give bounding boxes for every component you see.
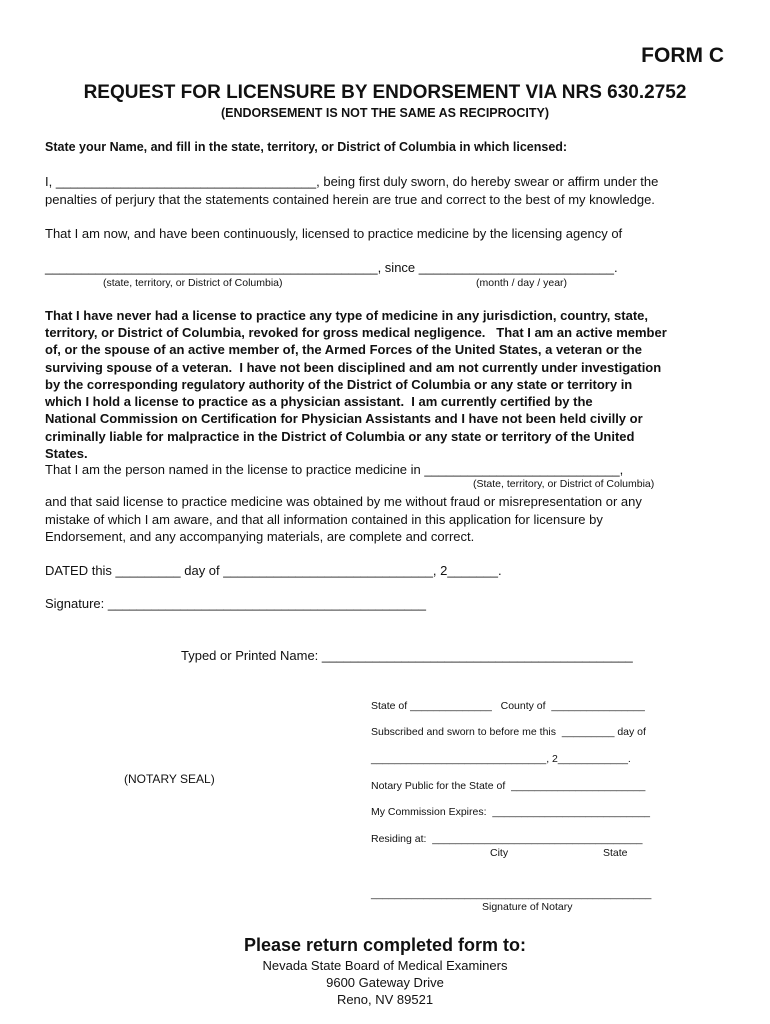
notary-signature-caption: Signature of Notary [482,901,573,913]
oath-line-2: penalties of perjury that the statements contained herein are true and correct to the best of my knowledge. [45,192,655,207]
declaration-line: surviving spouse of a veteran. I have not been disciplined and am not currently under investigation [45,360,662,375]
obtained-line: mistake of which I am aware, and that all information contained in this application for licensure by [45,512,603,527]
notary-seal: (NOTARY SEAL) [124,772,215,786]
oath-line-1: I, ____________________________________, being first duly sworn, do hereby swear or affirm under the [45,174,659,189]
board-name: Nevada State Board of Medical Examiners [262,958,508,973]
notary-signature-line: ________________________________________________ [371,888,652,900]
licensed-line: That I am now, and have been continuously, licensed to practice medicine by the licensing agency of [45,226,623,241]
declaration-line: National Commission on Certification for Physician Assistants and I have not been held civilly or [45,411,643,426]
name-instruction: State your Name, and fill in the state, territory, or District of Columbia in which licensed: [45,140,568,154]
notary-residing: Residing at: ____________________________________ [371,833,643,845]
date-caption: (month / day / year) [476,277,568,289]
board-street: 9600 Gateway Drive [326,975,444,990]
form-subtitle: (ENDORSEMENT IS NOT THE SAME AS RECIPROCITY) [220,106,550,120]
notary-public-for: Notary Public for the State of _______________________ [371,780,646,792]
declaration-line: criminally liable for malpractice in the District of Columbia or any state or territory of the United [45,429,635,444]
declaration-line: which I hold a license to practice as a physician assistant. I am currently certified by the [45,394,593,409]
notary-commission: My Commission Expires: ___________________________ [371,806,651,818]
board-city: Reno, NV 89521 [336,992,434,1007]
dated-line: DATED this _________ day of _____________________________, 2_______. [45,563,502,578]
state-since-line: ______________________________________________, since ___________________________. [45,260,618,275]
return-form-title: Please return completed form to: [243,935,527,955]
declaration-line: That I have never had a license to practice any type of medicine in any jurisdiction, country, state, [45,308,648,323]
named-license-line: That I am the person named in the license to practice medicine in ___________________________, [45,462,624,477]
notary-subscribed: Subscribed and sworn to before me this _________ day of [371,726,646,738]
named-license-caption: (State, territory, or District of Columbia) [473,478,655,490]
form-title: REQUEST FOR LICENSURE BY ENDORSEMENT VIA NRS 630.2752 [83,82,687,103]
state-caption: (state, territory, or District of Columbia) [103,277,283,289]
form-label: FORM C [641,44,724,67]
obtained-line: and that said license to practice medicine was obtained by me without fraud or misrepresentation or any [45,494,642,509]
declaration-line: territory, or District of Columbia, revoked for gross medical negligence. That I am an active member [45,325,667,340]
obtained-line: Endorsement, and any accompanying materials, are complete and correct. [45,529,475,544]
printed-name-line: Typed or Printed Name: ___________________________________________ [181,648,633,663]
declaration-line: of, or the spouse of an active member of, the Armed Forces of the United States, a veteran or the [45,342,642,357]
declaration-line: States. [45,446,88,461]
notary-city-caption: City [490,847,509,859]
notary-date-line: ______________________________, 2____________. [371,753,631,765]
notary-state-county: State of ______________ County of ________________ [371,700,645,712]
signature-line: Signature: ____________________________________________ [45,596,426,611]
declaration-line: by the corresponding regulatory authority of the District of Columbia or any state or territory in [45,377,633,392]
notary-state-caption: State [603,847,628,859]
